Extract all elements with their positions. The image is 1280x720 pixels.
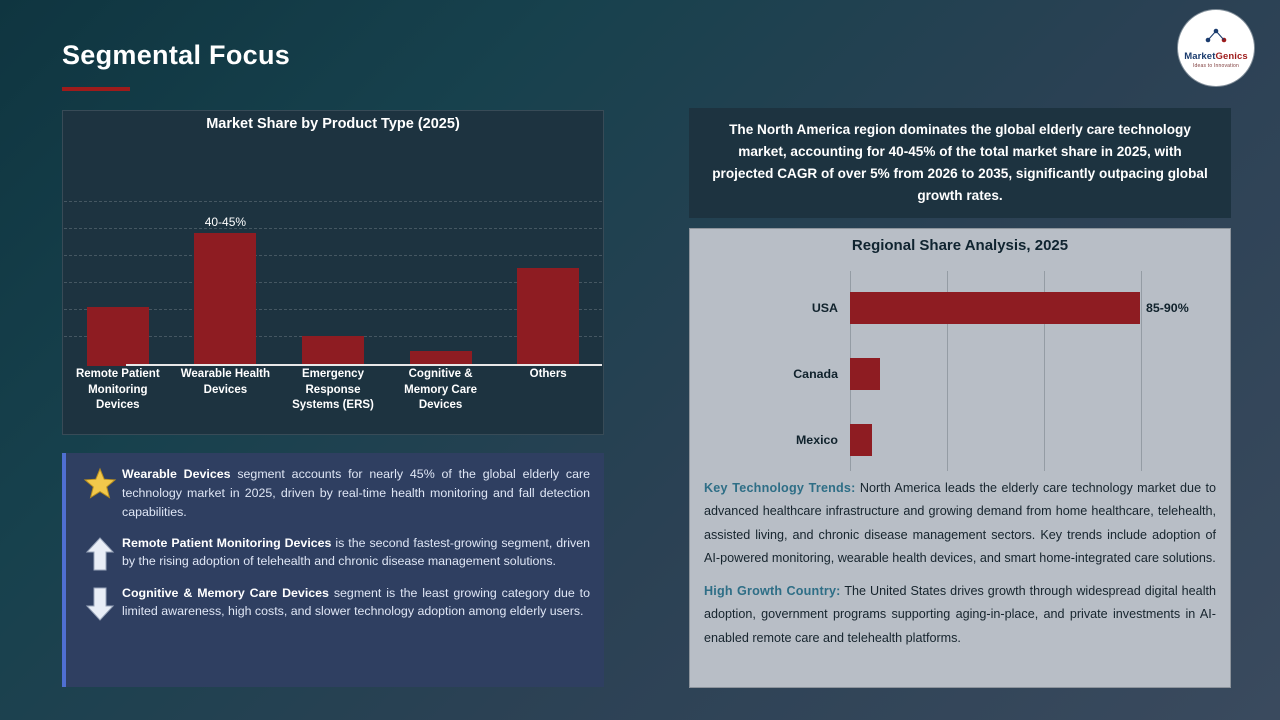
hbar-label-canada: Canada <box>793 367 838 381</box>
region-paragraph <box>704 580 1216 650</box>
hbar-item-mexico <box>690 411 1230 469</box>
region-lead-trends: Key Technology Trends: <box>704 481 856 495</box>
hbar-item-usa <box>690 279 1230 337</box>
hbar-rect <box>850 292 1140 324</box>
logo-tagline: Ideas to Innovation <box>1192 62 1240 69</box>
bar-item <box>387 201 495 366</box>
hbar-rect <box>850 424 872 456</box>
bar-item <box>172 201 280 366</box>
hbar-track <box>850 411 1230 469</box>
insight-bold: Cognitive & Memory Care Devices <box>122 585 329 600</box>
x-label-emergency-response-systems: Emergency Response Systems (ERS) <box>292 368 374 412</box>
insight-bold: Remote Patient Monitoring Devices <box>122 535 332 550</box>
region-body-trends: North America leads the elderly care technology market due to advanced healthcare infrastructure and growing demand from home healthcare, telehealth, assisted living, and chronic disease management sectors. Key trends include adoption of AI-powered monitoring, wearable health devices, and smart home-integrated care solutions. <box>704 481 1216 565</box>
bar-series <box>64 201 602 366</box>
region-description <box>704 477 1216 650</box>
left-chart-title: Market Share by Product Type (2025) <box>206 116 460 132</box>
page-title: Segmental Focus <box>62 40 291 70</box>
hbar-rect <box>850 358 880 390</box>
bar-rect <box>517 268 579 366</box>
insight-item <box>66 522 604 572</box>
regional-bar-chart <box>690 271 1230 471</box>
logo-brand-second: Genics <box>1215 50 1248 62</box>
hbar-value-usa: 85-90% <box>1146 301 1189 315</box>
insight-item <box>66 453 604 522</box>
bar-plot-area <box>64 201 602 366</box>
title-underline <box>62 87 130 91</box>
insight-bold: Wearable Devices <box>122 467 231 481</box>
x-label-remote-patient-monitoring: Remote Patient Monitoring Devices <box>75 368 160 412</box>
callout-box <box>689 108 1231 218</box>
insight-text <box>122 465 590 522</box>
logo-mark-icon <box>1203 28 1229 49</box>
bar-rect <box>87 307 149 366</box>
region-body-growth: The United States drives growth through widespread digital health adoption, government programs supporting aging-in-place, and private investments in AI-enabled remote care and telehealth platforms. <box>704 584 1216 645</box>
down-arrow-icon <box>78 584 122 622</box>
up-arrow-icon <box>78 534 122 572</box>
logo-brand-first: Market <box>1184 50 1216 62</box>
hbar-track <box>850 345 1230 403</box>
x-axis-line <box>126 364 602 366</box>
star-icon <box>78 465 122 501</box>
market-share-chart-panel <box>62 110 604 435</box>
hbar-label-mexico: Mexico <box>795 433 838 447</box>
hbar-label-usa: USA <box>811 301 838 315</box>
x-axis-labels <box>64 367 602 414</box>
insight-text <box>122 534 590 572</box>
company-logo <box>1178 10 1254 86</box>
insight-text <box>122 584 590 622</box>
insight-item <box>66 572 604 622</box>
bar-value-label: 40-45% <box>204 215 247 229</box>
hbar-item-canada <box>690 345 1230 403</box>
insight-body: segment is the least growing category due to limited awareness, high costs, and slower technology adoption among elderly users. <box>122 585 590 619</box>
insights-box <box>62 453 604 687</box>
region-lead-growth: High Growth Country: <box>704 584 841 599</box>
x-label-cognitive-memory-care: Cognitive & Memory Care Devices <box>404 368 478 412</box>
bar-rect <box>194 233 256 366</box>
bar-item <box>279 201 387 366</box>
regional-share-panel <box>689 228 1231 688</box>
logo-brand <box>1184 51 1248 62</box>
bar-item <box>494 201 602 366</box>
region-chart-title: Regional Share Analysis, 2025 <box>851 237 1069 254</box>
x-label-others: Others <box>529 368 567 380</box>
callout-text: The North America region dominates the global elderly care technology market, accounting for 40-45% of the total market share in 2025, with projected CAGR of over 5% from 2026 to 2035, significantly outpacing global growth rates. <box>712 121 1208 204</box>
x-label-wearable-health-devices: Wearable Health Devices <box>180 368 271 396</box>
hbar-track <box>850 279 1230 337</box>
insight-body: segment accounts for nearly 45% of the global elderly care technology market in 2025, driven by real-time health monitoring and fall detection capabilities. <box>122 467 590 519</box>
bar-item <box>64 201 172 366</box>
insight-body: is the second fastest-growing segment, driven by the rising adoption of telehealth and chronic disease management solutions. <box>122 535 590 569</box>
region-paragraph <box>704 477 1216 570</box>
bar-rect <box>302 336 364 366</box>
